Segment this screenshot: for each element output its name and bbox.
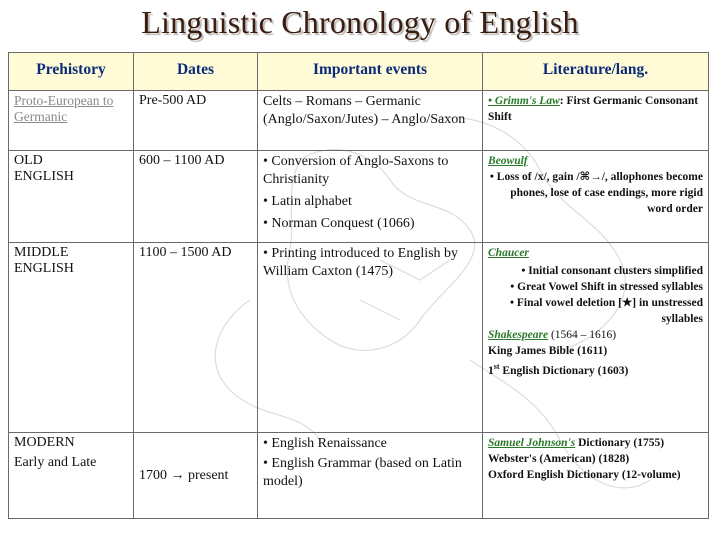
grimms-law-text: : First Germanic Consonant Shift [488,95,699,123]
johnson-dictionary-line [488,435,703,451]
beowulf-link[interactable]: Beowulf [488,155,528,167]
event-item: • Conversion of Anglo-Saxons to Christianity [263,154,449,187]
era-label-line2: ENGLISH [14,261,74,276]
chronology-table [8,52,709,519]
table-header-row [9,53,709,91]
era-label-line1: MIDDLE [14,245,69,260]
events-cell [258,151,483,243]
era-proto-european[interactable]: Proto-European to Germanic [9,91,134,151]
first-dictionary: 1st English Dictionary (1603) [488,362,629,377]
events-cell [258,433,483,519]
header-dates: Dates [134,53,258,91]
samuel-johnson-link[interactable]: Samuel Johnson's [488,437,576,449]
middle-english-note: • Final vowel deletion [★] in unstressed syllables [509,297,703,325]
johnson-dictionary-text: Dictionary (1755) [575,437,665,449]
shakespeare-link[interactable]: Shakespeare [488,329,549,341]
old-english-note: • Loss of /x/, gain /⌘→/, allophones become phones, lose of case endings, more rigid word order [489,171,703,215]
table-row [9,151,709,243]
era-label-line2: Early and Late [14,455,97,470]
era-label-line1: MODERN [14,435,75,450]
literature-cell [483,151,709,243]
king-james-bible: King James Bible (1611) [488,345,608,357]
middle-english-note: • Great Vowel Shift in stressed syllables [510,281,703,293]
dates-cell: Pre-500 AD [134,91,258,151]
dates-cell: 600 – 1100 AD [134,151,258,243]
oxford-dictionary: Oxford English Dictionary (12-volume) [488,469,681,481]
grimms-law-link[interactable]: • Grimm's Law [488,95,560,107]
table-row [9,433,709,519]
header-prehistory: Prehistory [9,53,134,91]
event-item: • English Renaissance [263,436,387,451]
header-events: Important events [258,53,483,91]
shakespeare-line [488,327,703,343]
table-row [9,91,709,151]
table-row [9,243,709,433]
literature-cell [483,433,709,519]
dates-cell: 1100 – 1500 AD [134,243,258,433]
event-item: • English Grammar (based on Latin model) [263,456,462,489]
literature-cell [483,91,709,151]
dates-cell: 1700 → present [134,433,258,519]
era-modern [9,433,134,519]
slide-title: Linguistic Chronology of English [141,4,579,40]
middle-english-note: • Initial consonant clusters simplified [521,265,703,277]
literature-cell [483,243,709,433]
era-label-line2: ENGLISH [14,169,74,184]
events-cell: • Printing introduced to English by William Caxton (1475) [258,243,483,433]
websters-dictionary: Webster's (American) (1828) [488,453,630,465]
events-cell: Celts – Romans – Germanic (Anglo/Saxon/Jutes) – Anglo/Saxon [258,91,483,151]
event-item: • Norman Conquest (1066) [263,216,415,231]
era-label-line1: OLD [14,153,43,168]
era-middle-english [9,243,134,433]
event-item: • Latin alphabet [263,194,352,209]
era-old-english [9,151,134,243]
header-literature: Literature/lang. [483,53,709,91]
shakespeare-dates: (1564 – 1616) [548,329,617,341]
chaucer-link[interactable]: Chaucer [488,247,529,259]
